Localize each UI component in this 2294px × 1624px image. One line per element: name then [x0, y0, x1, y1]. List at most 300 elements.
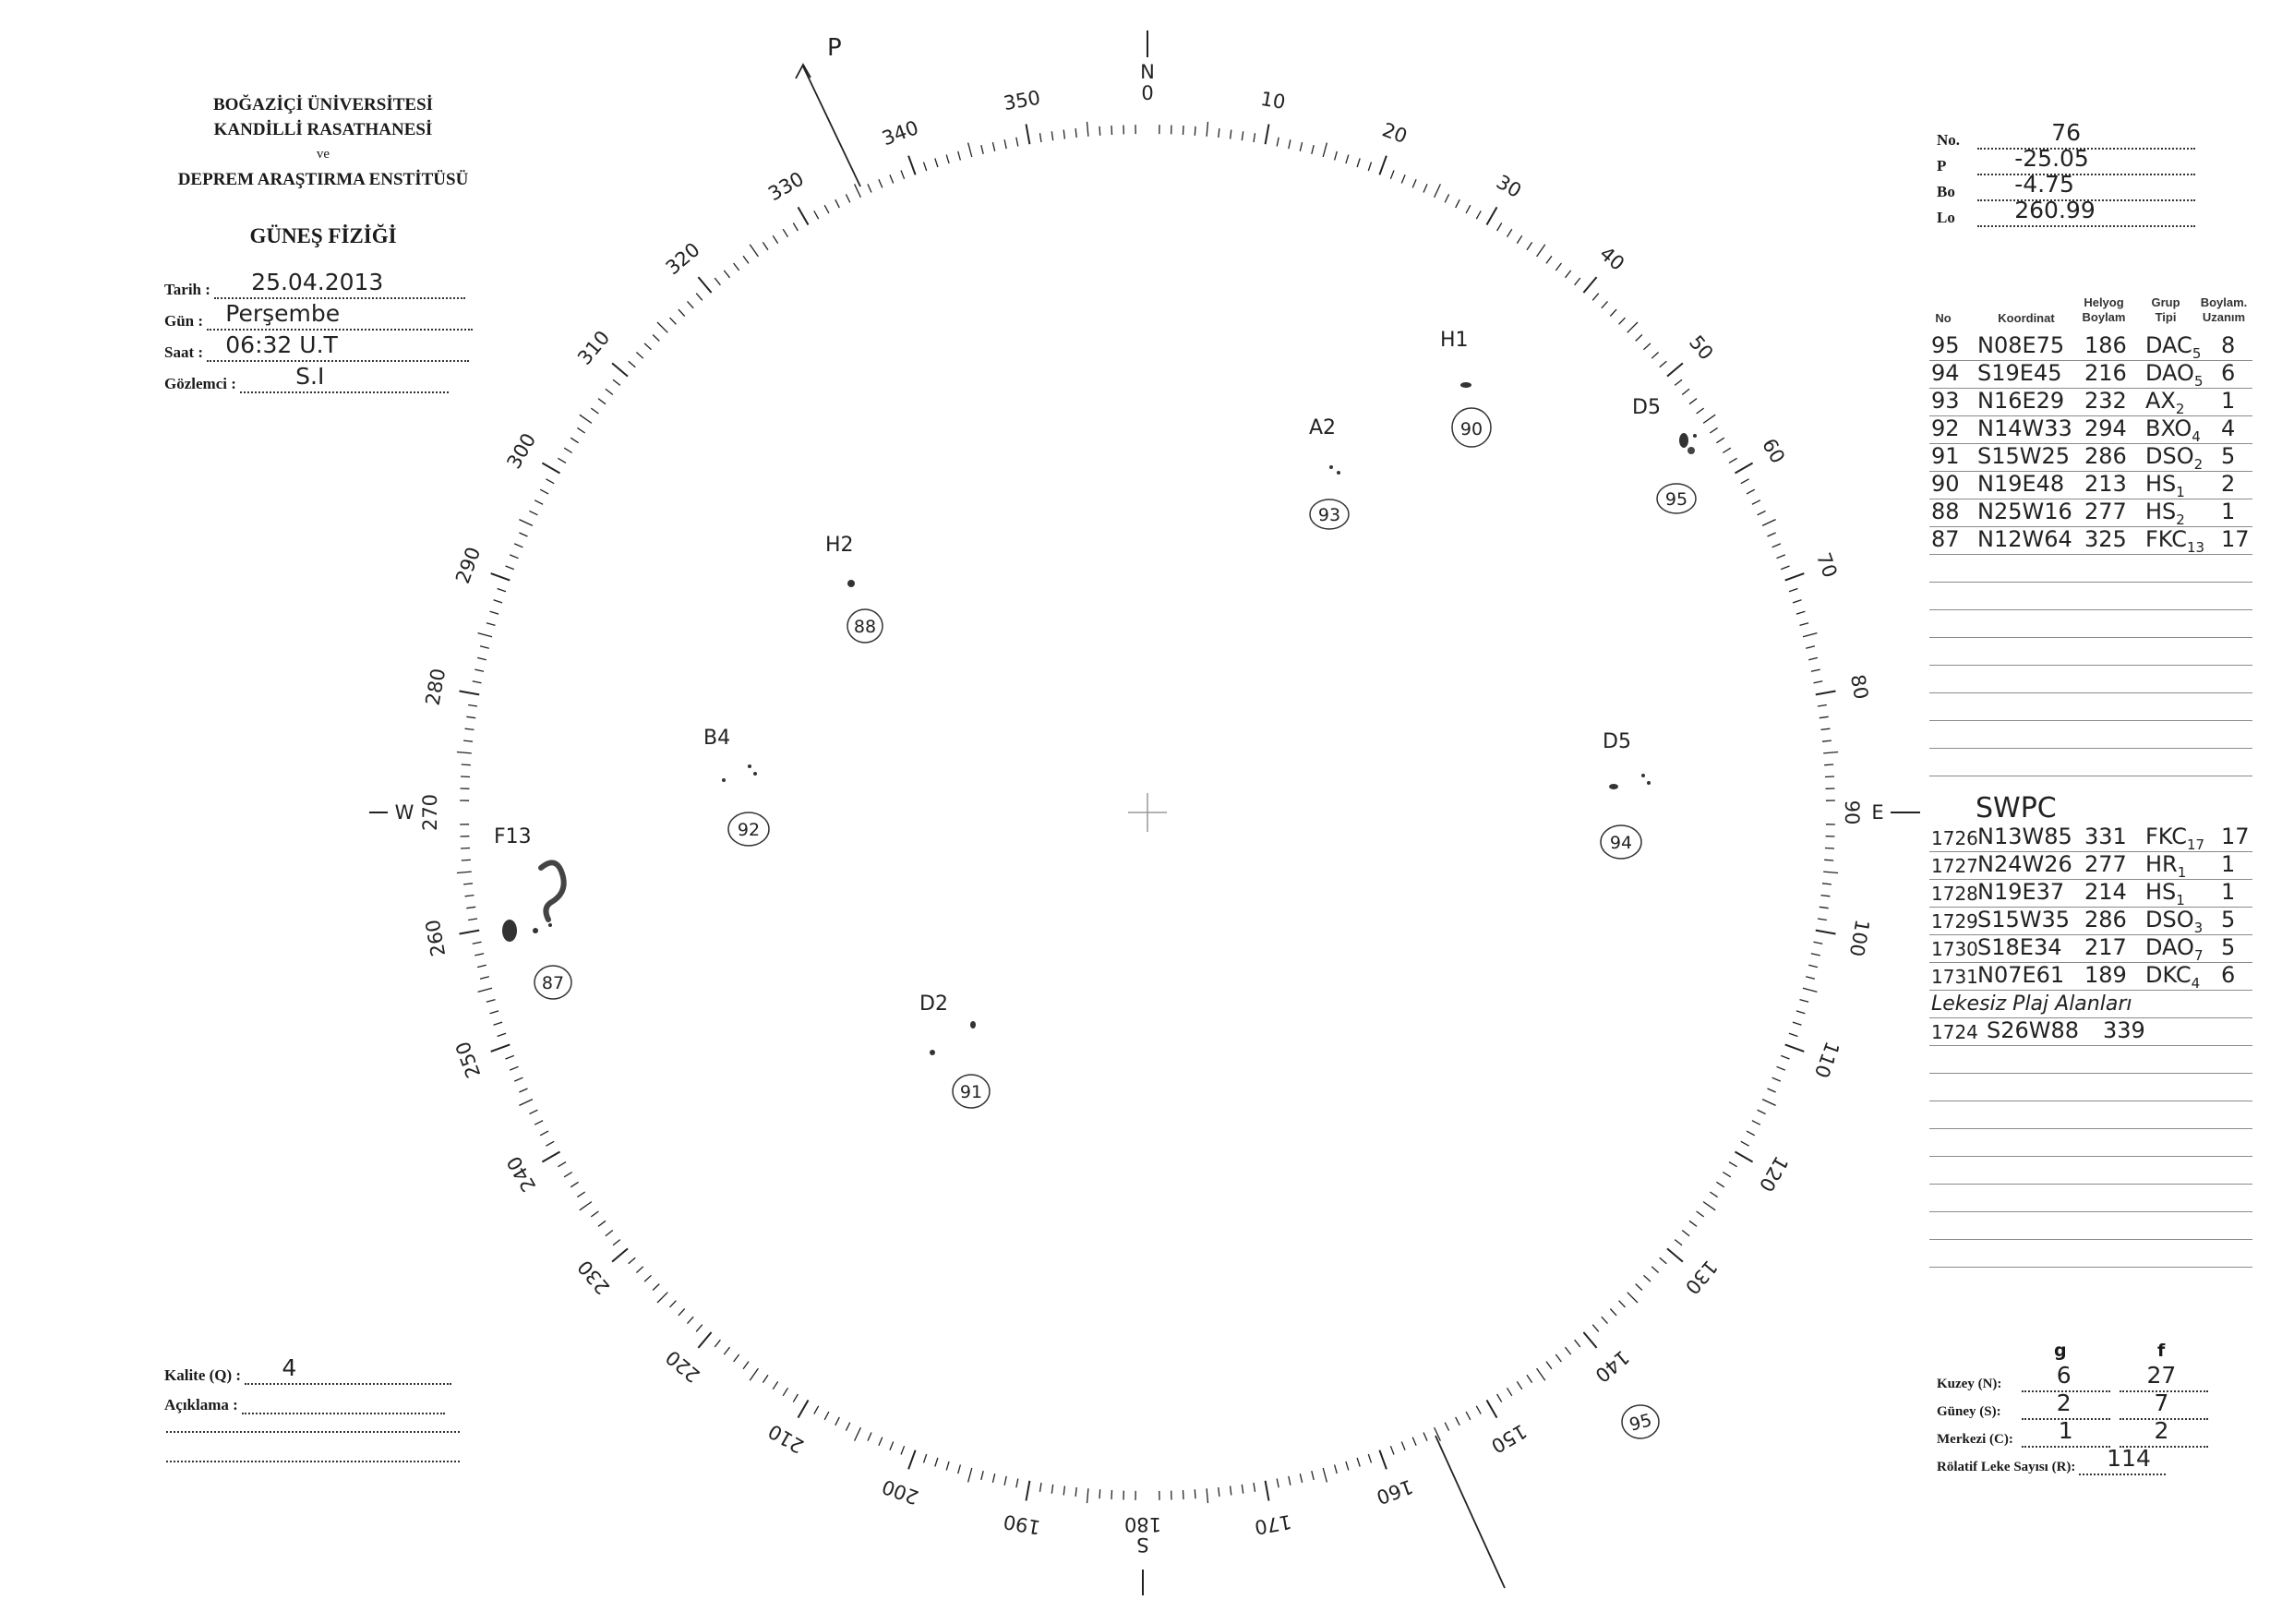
degree-tick	[486, 1000, 496, 1003]
degree-tick	[715, 278, 720, 285]
degree-tick	[653, 1284, 659, 1291]
sunspot-group-87	[494, 825, 571, 999]
degree-tick	[540, 489, 548, 494]
degree-tick	[612, 363, 628, 376]
sunspot	[1679, 433, 1688, 448]
degree-tick	[1789, 589, 1797, 592]
degree-tick	[1814, 942, 1823, 944]
lo-value: 260.99	[2014, 197, 2096, 223]
degree-tick	[1825, 776, 1834, 777]
degree-label: 330	[764, 167, 808, 206]
degree-label: 230	[573, 1256, 615, 1299]
sunspot	[502, 920, 517, 942]
degree-tick	[1575, 1340, 1580, 1347]
degree-tick	[477, 657, 486, 659]
degree-tick	[1818, 919, 1827, 920]
row-grup-tipi: $DAO_7$	[2145, 934, 2204, 964]
degree-tick	[1575, 278, 1580, 285]
row-grup-tipi: $HS_1$	[2145, 879, 2185, 908]
sunspot-group-91	[919, 992, 990, 1108]
row-koordinat: S15W25	[1977, 443, 2071, 469]
group-class-label: F13	[494, 825, 532, 848]
degree-tick	[1277, 1479, 1279, 1488]
degree-tick	[1016, 138, 1018, 147]
degree-tick	[935, 159, 938, 168]
degree-tick	[1806, 646, 1815, 648]
degree-tick	[1816, 931, 1836, 934]
row-grup-tipi: $HR_1$	[2145, 851, 2187, 881]
degree-tick	[558, 458, 566, 463]
kuzey-f: 27	[2146, 1362, 2177, 1389]
sunspot	[1687, 447, 1695, 454]
row-koordinat: S26W88	[1987, 1017, 2080, 1043]
degree-tick	[1040, 133, 1042, 142]
degree-tick	[468, 705, 477, 707]
row-uzanim: 1	[2221, 388, 2236, 414]
row-no: 87	[1931, 526, 1960, 552]
degree-tick	[465, 728, 474, 729]
degree-tick	[1289, 1476, 1291, 1486]
degree-tick	[529, 1110, 537, 1113]
p-axis-line-south	[1435, 1436, 1505, 1588]
degree-tick	[1736, 463, 1753, 474]
degree-tick	[715, 1340, 720, 1347]
degree-tick	[1183, 1490, 1184, 1499]
degree-tick	[1497, 223, 1502, 231]
group-number: 88	[853, 617, 877, 637]
degree-tick	[1710, 1192, 1717, 1197]
degree-tick	[1660, 1257, 1667, 1264]
degree-tick	[1266, 125, 1269, 145]
degree-tick	[486, 623, 496, 626]
sunspot-group-94	[1601, 730, 1651, 859]
degree-tick	[1075, 1487, 1076, 1497]
north-value: 0	[1141, 82, 1154, 104]
degree-tick	[577, 427, 584, 433]
degree-tick	[1716, 1182, 1724, 1187]
degree-tick	[463, 740, 473, 741]
degree-tick	[1697, 1211, 1704, 1217]
degree-tick	[1379, 1450, 1387, 1470]
header-conjunction: ve	[316, 147, 330, 162]
sunspot	[1329, 465, 1333, 469]
degree-tick	[1636, 1284, 1642, 1291]
degree-label: 30	[1492, 170, 1526, 202]
row-uzanim: 5	[2221, 907, 2236, 932]
degree-tick	[688, 301, 694, 307]
row-grup-tipi: $FKC_{13}$	[2145, 526, 2205, 556]
degree-tick	[1824, 764, 1833, 765]
degree-tick	[1682, 1231, 1689, 1236]
degree-tick	[750, 1368, 758, 1380]
degree-label: 350	[1002, 86, 1042, 115]
row-no: 1729	[1931, 910, 1978, 932]
swpc-title: SWPC	[1976, 792, 2057, 824]
degree-tick	[460, 692, 480, 695]
degree-tick	[1063, 130, 1064, 139]
plage-title: Lekesiz Plaj Alanları	[1931, 992, 2132, 1016]
row-no: 93	[1931, 388, 1960, 414]
degree-tick	[1716, 438, 1724, 443]
degree-tick	[480, 977, 489, 979]
degree-label: 150	[1487, 1419, 1531, 1458]
degree-tick	[1747, 489, 1755, 494]
degree-tick	[629, 361, 636, 367]
row-uzanim: 5	[2221, 934, 2236, 960]
degree-tick	[1423, 1433, 1427, 1441]
group-number: 95	[1627, 1410, 1654, 1436]
degree-tick	[835, 199, 840, 208]
degree-tick	[519, 1100, 533, 1106]
degree-label: 40	[1595, 242, 1629, 275]
degree-tick	[570, 438, 578, 443]
south-value: 180	[1123, 1513, 1162, 1535]
degree-label: 220	[661, 1345, 704, 1387]
degree-tick	[657, 1293, 667, 1303]
row-no: 95	[1931, 332, 1960, 358]
row-koordinat: S18E34	[1977, 934, 2062, 960]
degree-tick	[1777, 555, 1785, 559]
degree-tick	[514, 544, 522, 547]
row-grup-tipi: $DAC_5$	[2145, 332, 2202, 362]
row-uzanim: 4	[2221, 415, 2236, 441]
degree-tick	[1016, 1479, 1018, 1488]
degree-tick	[1517, 235, 1522, 243]
degree-label: 290	[451, 544, 486, 587]
row-no: 92	[1931, 415, 1960, 441]
degree-tick	[1800, 623, 1809, 626]
degree-tick	[1811, 954, 1820, 956]
row-helyog-boylam: 286	[2084, 443, 2127, 469]
degree-label: 340	[879, 116, 922, 150]
degree-label: 170	[1253, 1510, 1293, 1539]
degree-tick	[564, 1173, 572, 1177]
saat-value: 06:32 U.T	[225, 331, 338, 358]
degree-tick	[1401, 1442, 1405, 1450]
degree-tick	[1566, 271, 1571, 278]
degree-tick	[724, 271, 729, 278]
group-number: 95	[1664, 489, 1688, 510]
degree-tick	[1111, 126, 1112, 135]
observatory-name: KANDİLLİ RASATHANESİ	[213, 120, 433, 139]
sunspot	[753, 772, 757, 776]
degree-tick	[814, 1406, 819, 1414]
p-value: -25.05	[2014, 145, 2089, 172]
degree-tick	[1412, 1438, 1416, 1446]
degree-tick	[613, 379, 620, 385]
degree-tick	[1682, 389, 1689, 394]
page-title: GÜNEŞ FİZİĞİ	[249, 224, 397, 247]
aciklama-label: Açıklama :	[164, 1396, 238, 1413]
degree-tick	[1752, 1121, 1760, 1125]
degree-tick	[1075, 128, 1076, 138]
degree-tick	[1796, 611, 1806, 614]
degree-tick	[1806, 977, 1815, 979]
degree-tick	[901, 1446, 905, 1454]
row-helyog-boylam: 216	[2084, 360, 2127, 386]
degree-tick	[1703, 415, 1715, 423]
degree-tick	[750, 245, 758, 257]
degree-tick	[1546, 256, 1552, 263]
degree-tick	[598, 1221, 606, 1226]
sunspot	[533, 928, 538, 933]
degree-tick	[591, 408, 598, 414]
group-class-label: D2	[919, 992, 948, 1016]
degree-tick	[580, 415, 592, 423]
degree-tick	[490, 1011, 499, 1014]
institute-name: DEPREM ARAŞTIRMA ENSTİTÜSÜ	[177, 170, 469, 189]
row-helyog-boylam: 294	[2084, 415, 2127, 441]
degree-tick	[1736, 1152, 1753, 1162]
degree-tick	[670, 318, 677, 324]
row-no: 94	[1931, 360, 1960, 386]
degree-tick	[1796, 1011, 1806, 1014]
degree-tick	[1644, 343, 1651, 350]
group-number: 93	[1317, 505, 1341, 525]
degree-tick	[696, 1325, 703, 1332]
degree-tick	[734, 263, 739, 271]
degree-tick	[613, 1240, 620, 1245]
degree-tick	[491, 1044, 510, 1052]
degree-tick	[981, 145, 983, 154]
degree-tick	[773, 1381, 778, 1389]
p-axis-line	[803, 66, 860, 186]
degree-tick	[1820, 907, 1829, 908]
degree-tick	[519, 533, 527, 536]
group-number: 90	[1459, 419, 1483, 439]
degree-tick	[981, 1471, 983, 1480]
degree-tick	[1785, 573, 1805, 581]
row-grup-tipi: $DAO_5$	[2145, 360, 2204, 390]
row-helyog-boylam: 232	[2084, 388, 2127, 414]
degree-tick	[814, 211, 819, 219]
degree-tick	[1445, 1423, 1448, 1431]
degree-tick	[1772, 1077, 1781, 1081]
degree-tick	[534, 1121, 543, 1125]
degree-tick	[1823, 752, 1838, 753]
degree-tick	[1027, 1481, 1030, 1501]
degree-tick	[935, 1458, 938, 1467]
degree-tick	[1627, 322, 1638, 332]
degree-tick	[1254, 133, 1255, 142]
degree-tick	[835, 1417, 840, 1426]
group-class-label: H1	[1440, 329, 1469, 352]
degree-tick	[1592, 294, 1599, 301]
col-header-no: No	[1935, 311, 1952, 325]
degree-tick	[1266, 1481, 1269, 1501]
degree-tick	[1803, 633, 1817, 637]
sunspot	[970, 1021, 976, 1029]
degree-label: 320	[661, 238, 704, 280]
degree-tick	[1710, 427, 1717, 433]
row-grup-tipi: $DSO_2$	[2145, 443, 2204, 473]
degree-tick	[473, 942, 482, 944]
row-helyog-boylam: 331	[2084, 824, 2127, 849]
row-koordinat: N19E37	[1977, 879, 2065, 905]
degree-tick	[1808, 657, 1818, 659]
degree-tick	[1729, 1162, 1737, 1167]
degree-tick	[506, 566, 514, 570]
row-no: 90	[1931, 471, 1960, 497]
degree-tick	[1546, 1362, 1552, 1369]
degree-tick	[1445, 194, 1448, 202]
degree-tick	[510, 1066, 518, 1070]
degree-tick	[1758, 511, 1766, 514]
degree-tick	[698, 277, 711, 293]
degree-tick	[653, 335, 659, 342]
gun-label: Gün :	[164, 312, 204, 330]
saat-label: Saat :	[164, 343, 204, 361]
degree-tick	[1768, 533, 1776, 536]
degree-tick	[1412, 179, 1416, 187]
degree-tick	[1627, 1293, 1638, 1303]
sunspot	[1641, 774, 1645, 777]
degree-tick	[879, 179, 883, 187]
degree-tick	[491, 573, 510, 581]
degree-tick	[724, 1347, 729, 1354]
degree-tick	[534, 500, 543, 505]
merkezi-row: Merkezi (C): 1 2	[1937, 1427, 2208, 1448]
east-value: 90	[1841, 800, 1863, 825]
degree-tick	[1300, 1474, 1302, 1483]
degree-tick	[1610, 1309, 1616, 1316]
degree-tick	[1401, 174, 1405, 183]
degree-tick	[1390, 171, 1394, 179]
degree-tick	[494, 1022, 503, 1025]
degree-tick	[473, 681, 482, 683]
degree-tick	[460, 931, 480, 934]
tarih-label: Tarih :	[164, 281, 210, 298]
degree-tick	[1566, 1347, 1571, 1354]
degree-tick	[1777, 1066, 1785, 1070]
degree-tick	[1592, 1325, 1599, 1332]
center-crosshair	[1128, 793, 1167, 832]
degree-tick	[799, 207, 809, 224]
degree-tick	[478, 633, 492, 637]
degree-tick	[1487, 207, 1497, 224]
guney-f: 7	[2154, 1389, 2169, 1416]
row-uzanim: 6	[2221, 962, 2236, 988]
degree-label: 260	[421, 918, 450, 958]
degree-tick	[1476, 211, 1481, 219]
group-class-label: D5	[1632, 396, 1661, 419]
degree-tick	[1051, 1485, 1052, 1494]
row-uzanim: 2	[2221, 471, 2236, 497]
degree-tick	[644, 1275, 651, 1281]
degree-tick	[1242, 131, 1243, 140]
degree-tick	[510, 555, 518, 559]
degree-label: 210	[764, 1419, 808, 1458]
degree-tick	[1814, 681, 1823, 683]
degree-tick	[958, 151, 961, 161]
degree-tick	[783, 1388, 787, 1396]
group-class-label: D5	[1603, 730, 1631, 753]
degree-tick	[1289, 139, 1291, 149]
col-header-koordinat: Koordinat	[1998, 311, 2055, 325]
row-no: 1724	[1931, 1021, 1978, 1043]
degree-tick	[1379, 156, 1387, 175]
degree-tick	[558, 1162, 566, 1167]
col-header-uzanim: Boylam. Uzanım	[2200, 295, 2248, 324]
no-label: No.	[1937, 131, 1961, 149]
row-no: 1728	[1931, 883, 1978, 905]
degree-tick	[657, 322, 667, 332]
degree-tick	[1357, 1458, 1360, 1467]
degree-tick	[1051, 131, 1052, 140]
degree-tick	[598, 399, 606, 404]
row-helyog-boylam: 277	[2084, 851, 2127, 877]
row-koordinat: N08E75	[1977, 332, 2065, 358]
degree-tick	[1254, 1483, 1255, 1492]
degree-tick	[924, 162, 927, 171]
degree-tick	[474, 669, 484, 671]
merkezi-f: 2	[2154, 1417, 2169, 1444]
degree-tick	[968, 1468, 972, 1482]
degree-tick	[1277, 138, 1279, 147]
degree-tick	[946, 1462, 949, 1471]
row-helyog-boylam: 213	[2084, 471, 2127, 497]
degree-tick	[1507, 229, 1512, 237]
degree-tick	[1644, 1275, 1651, 1281]
degree-tick	[1793, 600, 1802, 603]
guney-row: Güney (S): 2 7	[1937, 1400, 2208, 1420]
row-koordinat: N25W16	[1977, 499, 2072, 524]
degree-tick	[1675, 379, 1682, 385]
degree-tick	[466, 716, 475, 717]
degree-tick	[1487, 1401, 1497, 1418]
degree-tick	[679, 1309, 685, 1316]
degree-tick	[890, 174, 894, 183]
degree-tick	[1781, 566, 1789, 570]
kalite-label: Kalite (Q) :	[164, 1366, 242, 1384]
degree-tick	[506, 1055, 514, 1059]
degree-tick	[1818, 705, 1827, 707]
row-koordinat: N19E48	[1977, 471, 2065, 497]
row-grup-tipi: $AX_2$	[2145, 388, 2185, 417]
degree-tick	[591, 1211, 598, 1217]
degree-tick	[1789, 1033, 1797, 1036]
col-header-helyog: Helyog Boylam	[2082, 295, 2126, 324]
degree-label: 310	[573, 326, 615, 369]
degree-label: 130	[1680, 1256, 1722, 1299]
degree-tick	[908, 1450, 916, 1470]
degree-tick	[1517, 1381, 1522, 1389]
row-helyog-boylam: 286	[2084, 907, 2127, 932]
degree-tick	[461, 776, 470, 777]
degree-tick	[696, 294, 703, 301]
rolatif-value: 114	[2107, 1445, 2151, 1472]
degree-tick	[1602, 1317, 1608, 1323]
degree-label: 250	[451, 1038, 486, 1081]
degree-tick	[542, 463, 559, 474]
guney-g: 2	[2056, 1389, 2072, 1416]
degree-label: 160	[1373, 1474, 1416, 1509]
group-number: 91	[959, 1082, 983, 1102]
degree-tick	[1758, 1110, 1766, 1113]
degree-tick	[824, 1412, 829, 1420]
row-uzanim: 17	[2221, 526, 2250, 552]
degree-tick	[1300, 142, 1302, 151]
kuzey-row: Kuzey (N): 6 27	[1937, 1372, 2208, 1392]
degree-tick	[1456, 199, 1460, 208]
degree-tick	[734, 1354, 739, 1362]
degree-tick	[1423, 184, 1427, 192]
degree-tick	[783, 229, 787, 237]
degree-tick	[1368, 1454, 1371, 1462]
degree-tick	[743, 256, 749, 263]
row-helyog-boylam: 189	[2084, 962, 2127, 988]
degree-tick	[462, 764, 471, 765]
